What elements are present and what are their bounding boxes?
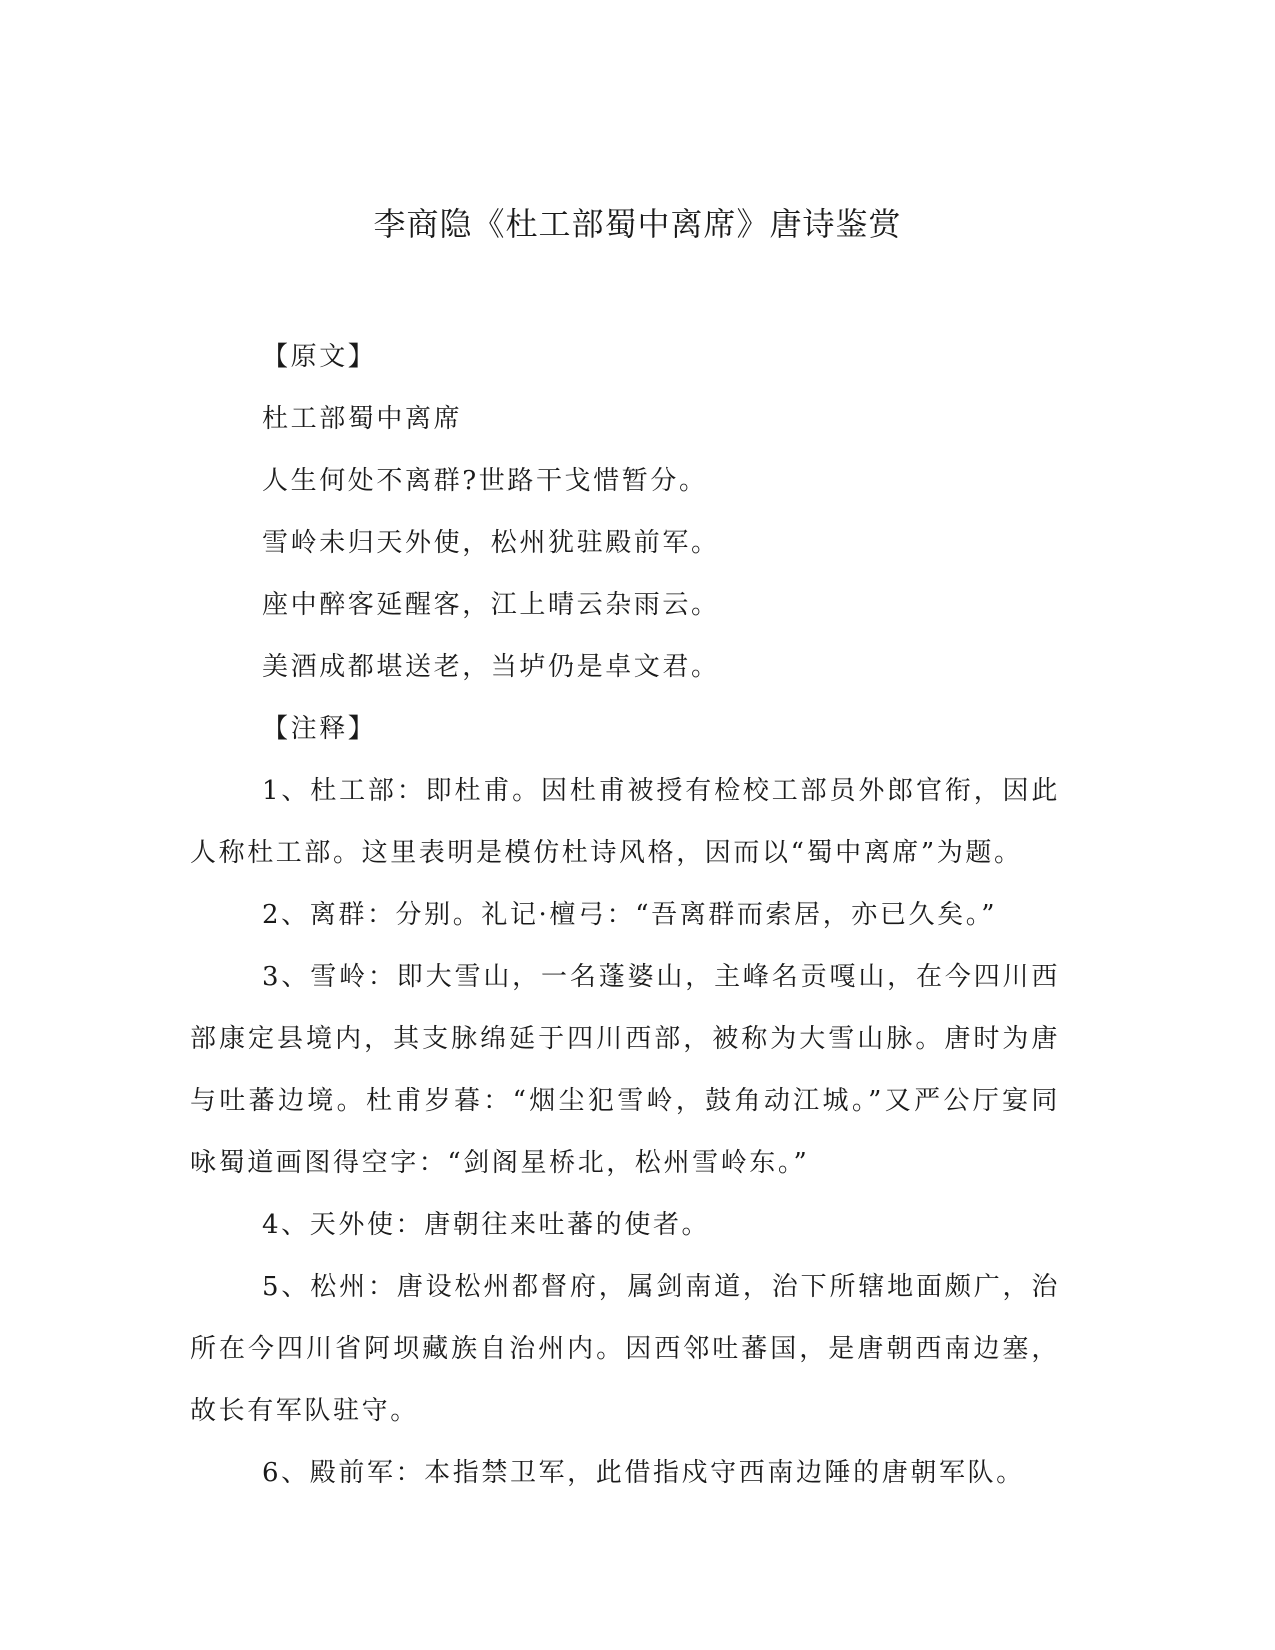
note-paragraph: 1、杜工部：即杜甫。因杜甫被授有检校工部员外郎官衔，因此人称杜工部。这里表明是模仿杜诗风格，因而以“蜀中离席”为题。 [190, 776, 1060, 868]
document-body [190, 326, 1060, 1504]
poem-line: 座中醉客延醒客，江上晴云杂雨云。 [262, 590, 720, 620]
original-heading: 【原文】 [262, 342, 377, 372]
note-paragraph: 5、松州：唐设松州都督府，属剑南道，治下所辖地面颇广，治所在今四川省阿坝藏族自治州内。因西邻吐蕃国，是唐朝西南边塞，故长有军队驻守。 [190, 1272, 1060, 1426]
note-paragraph: 4、天外使：唐朝往来吐蕃的使者。 [262, 1210, 711, 1240]
poem-line: 雪岭未归天外使，松州犹驻殿前军。 [262, 528, 720, 558]
note-paragraph: 3、雪岭：即大雪山，一名蓬婆山，主峰名贡嘎山，在今四川西部康定县境内，其支脉绵延于四川西部，被称为大雪山脉。唐时为唐与吐蕃边境。杜甫岁暮：“烟尘犯雪岭，鼓角动江城。”又严公厅宴同咏蜀道画图得空字：“剑阁星桥北，松州雪岭东。” [190, 962, 1060, 1178]
notes-heading: 【注释】 [262, 714, 377, 744]
note-paragraph: 2、离群：分别。礼记·檀弓：“吾离群而索居，亦已久矣。” [262, 900, 998, 930]
poem-line: 美酒成都堪送老，当垆仍是卓文君。 [262, 652, 720, 682]
poem-title: 杜工部蜀中离席 [262, 404, 463, 434]
poem-line: 人生何处不离群?世路干戈惜暂分。 [262, 466, 708, 496]
page-title: 李商隐《杜工部蜀中离席》唐诗鉴赏 [373, 205, 902, 243]
note-paragraph: 6、殿前军：本指禁卫军，此借指戍守西南边陲的唐朝军队。 [262, 1458, 1025, 1488]
